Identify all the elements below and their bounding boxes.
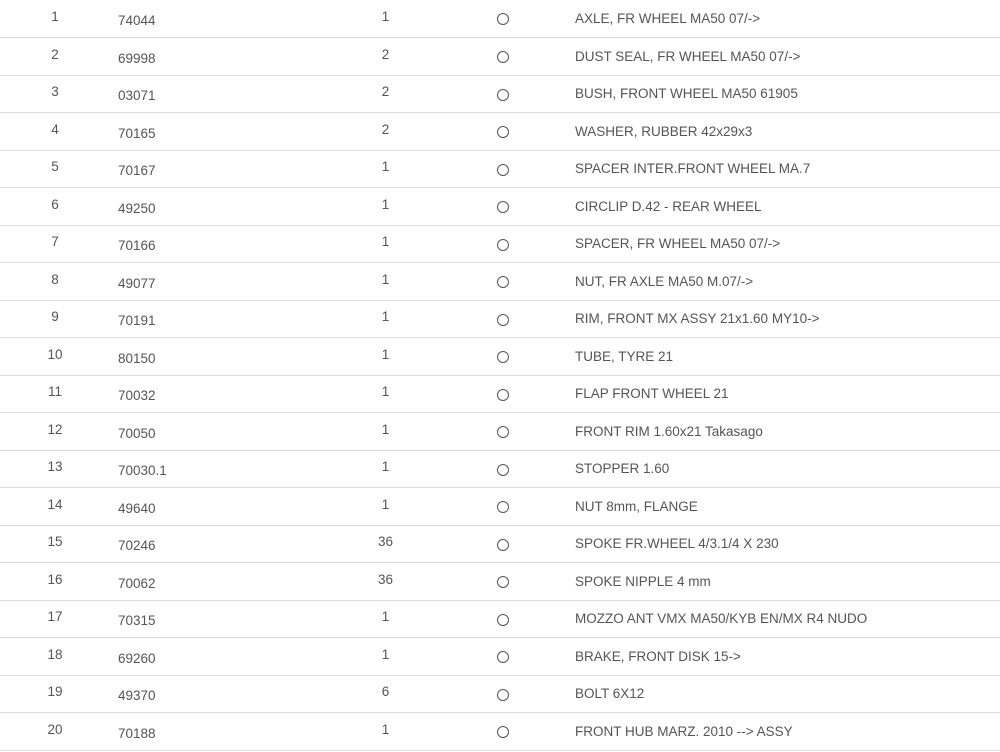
part-code: 70167 — [110, 152, 328, 190]
part-description: FLAP FRONT WHEEL 21 — [563, 375, 1000, 413]
table-row — [0, 525, 1000, 563]
quantity: 36 — [328, 523, 443, 561]
position-number: 11 — [0, 373, 110, 411]
select-radio-button[interactable] — [497, 464, 509, 476]
quantity: 6 — [328, 673, 443, 711]
select-radio-button[interactable] — [497, 314, 509, 326]
select-cell — [443, 600, 563, 638]
position-number: 1 — [0, 0, 110, 36]
part-code: 70050 — [110, 415, 328, 453]
part-description: TUBE, TYRE 21 — [563, 338, 1000, 376]
select-cell — [443, 488, 563, 526]
select-cell — [443, 150, 563, 188]
table-row — [0, 563, 1000, 601]
select-radio-button[interactable] — [497, 689, 509, 701]
position-number: 15 — [0, 523, 110, 561]
position-number: 5 — [0, 148, 110, 186]
part-code: 49640 — [110, 490, 328, 528]
part-code: 70032 — [110, 377, 328, 415]
part-description: SPOKE FR.WHEEL 4/3.1/4 X 230 — [563, 525, 1000, 563]
select-cell — [443, 638, 563, 676]
table-row — [0, 713, 1000, 751]
table-row — [0, 488, 1000, 526]
table-row — [0, 413, 1000, 451]
part-description: DUST SEAL, FR WHEEL MA50 07/-> — [563, 38, 1000, 76]
part-description: SPACER INTER.FRONT WHEEL MA.7 — [563, 150, 1000, 188]
position-number: 6 — [0, 186, 110, 224]
select-radio-button[interactable] — [497, 426, 509, 438]
quantity: 1 — [328, 486, 443, 524]
position-number: 7 — [0, 223, 110, 261]
table-row — [0, 188, 1000, 226]
part-code: 70062 — [110, 565, 328, 603]
part-code: 70315 — [110, 602, 328, 640]
position-number: 10 — [0, 336, 110, 374]
position-number: 3 — [0, 73, 110, 111]
quantity: 1 — [328, 223, 443, 261]
position-number: 9 — [0, 298, 110, 336]
select-cell — [443, 675, 563, 713]
table-row — [0, 113, 1000, 151]
quantity: 1 — [328, 261, 443, 299]
position-number: 16 — [0, 561, 110, 599]
part-description: SPOKE NIPPLE 4 mm — [563, 563, 1000, 601]
quantity: 1 — [328, 186, 443, 224]
quantity: 1 — [328, 636, 443, 674]
part-description: BOLT 6X12 — [563, 675, 1000, 713]
part-code: 70165 — [110, 115, 328, 153]
select-cell — [443, 713, 563, 751]
table-row — [0, 338, 1000, 376]
part-code: 74044 — [110, 2, 328, 40]
part-description: SPACER, FR WHEEL MA50 07/-> — [563, 225, 1000, 263]
part-code: 70188 — [110, 715, 328, 752]
table-row — [0, 450, 1000, 488]
position-number: 17 — [0, 598, 110, 636]
table-row — [0, 375, 1000, 413]
part-code: 49370 — [110, 677, 328, 715]
select-radio-button[interactable] — [497, 13, 509, 25]
select-radio-button[interactable] — [497, 126, 509, 138]
select-radio-button[interactable] — [497, 501, 509, 513]
table-row — [0, 675, 1000, 713]
select-cell — [443, 188, 563, 226]
part-description: NUT, FR AXLE MA50 M.07/-> — [563, 263, 1000, 301]
part-code: 70246 — [110, 527, 328, 565]
part-code: 70030.1 — [110, 452, 328, 490]
part-code: 69998 — [110, 40, 328, 78]
quantity: 1 — [328, 448, 443, 486]
select-radio-button[interactable] — [497, 351, 509, 363]
part-description: MOZZO ANT VMX MA50/KYB EN/MX R4 NUDO — [563, 600, 1000, 638]
select-radio-button[interactable] — [497, 651, 509, 663]
select-cell — [443, 38, 563, 76]
part-code: 49250 — [110, 190, 328, 228]
part-description: NUT 8mm, FLANGE — [563, 488, 1000, 526]
select-radio-button[interactable] — [497, 276, 509, 288]
table-row — [0, 225, 1000, 263]
table-row — [0, 150, 1000, 188]
select-cell — [443, 225, 563, 263]
select-radio-button[interactable] — [497, 389, 509, 401]
part-code: 70166 — [110, 227, 328, 265]
quantity: 2 — [328, 111, 443, 149]
select-cell — [443, 338, 563, 376]
position-number: 12 — [0, 411, 110, 449]
position-number: 19 — [0, 673, 110, 711]
part-description: BRAKE, FRONT DISK 15-> — [563, 638, 1000, 676]
part-code: 49077 — [110, 265, 328, 303]
select-radio-button[interactable] — [497, 164, 509, 176]
position-number: 20 — [0, 711, 110, 749]
select-cell — [443, 450, 563, 488]
position-number: 8 — [0, 261, 110, 299]
table-row — [0, 75, 1000, 113]
table-row — [0, 300, 1000, 338]
part-code: 69260 — [110, 640, 328, 678]
select-cell — [443, 300, 563, 338]
select-radio-button[interactable] — [497, 614, 509, 626]
table-row — [0, 638, 1000, 676]
select-radio-button[interactable] — [497, 539, 509, 551]
table-row — [0, 600, 1000, 638]
select-cell — [443, 75, 563, 113]
part-description: RIM, FRONT MX ASSY 21x1.60 MY10-> — [563, 300, 1000, 338]
position-number: 4 — [0, 111, 110, 149]
table-row — [0, 38, 1000, 76]
select-radio-button[interactable] — [497, 89, 509, 101]
part-description: WASHER, RUBBER 42x29x3 — [563, 113, 1000, 151]
part-description: STOPPER 1.60 — [563, 450, 1000, 488]
select-cell — [443, 563, 563, 601]
position-number: 14 — [0, 486, 110, 524]
quantity: 1 — [328, 0, 443, 36]
part-description: BUSH, FRONT WHEEL MA50 61905 — [563, 75, 1000, 113]
quantity: 1 — [328, 373, 443, 411]
position-number: 18 — [0, 636, 110, 674]
position-number: 13 — [0, 448, 110, 486]
quantity: 1 — [328, 298, 443, 336]
select-radio-button[interactable] — [497, 576, 509, 588]
table-row — [0, 263, 1000, 301]
select-cell — [443, 0, 563, 38]
select-cell — [443, 413, 563, 451]
quantity: 1 — [328, 598, 443, 636]
quantity: 1 — [328, 711, 443, 749]
quantity: 2 — [328, 73, 443, 111]
part-code: 80150 — [110, 340, 328, 378]
part-description: FRONT HUB MARZ. 2010 --> ASSY — [563, 713, 1000, 751]
select-cell — [443, 113, 563, 151]
select-cell — [443, 525, 563, 563]
position-number: 2 — [0, 36, 110, 74]
part-code: 70191 — [110, 302, 328, 340]
table-row — [0, 0, 1000, 38]
select-cell — [443, 263, 563, 301]
part-description: FRONT RIM 1.60x21 Takasago — [563, 413, 1000, 451]
quantity: 1 — [328, 336, 443, 374]
part-code: 03071 — [110, 77, 328, 115]
select-radio-button[interactable] — [497, 239, 509, 251]
select-radio-button[interactable] — [497, 726, 509, 738]
select-radio-button[interactable] — [497, 51, 509, 63]
part-description: CIRCLIP D.42 - REAR WHEEL — [563, 188, 1000, 226]
quantity: 36 — [328, 561, 443, 599]
quantity: 2 — [328, 36, 443, 74]
select-radio-button[interactable] — [497, 201, 509, 213]
quantity: 1 — [328, 148, 443, 186]
quantity: 1 — [328, 411, 443, 449]
select-cell — [443, 375, 563, 413]
part-description: AXLE, FR WHEEL MA50 07/-> — [563, 0, 1000, 38]
